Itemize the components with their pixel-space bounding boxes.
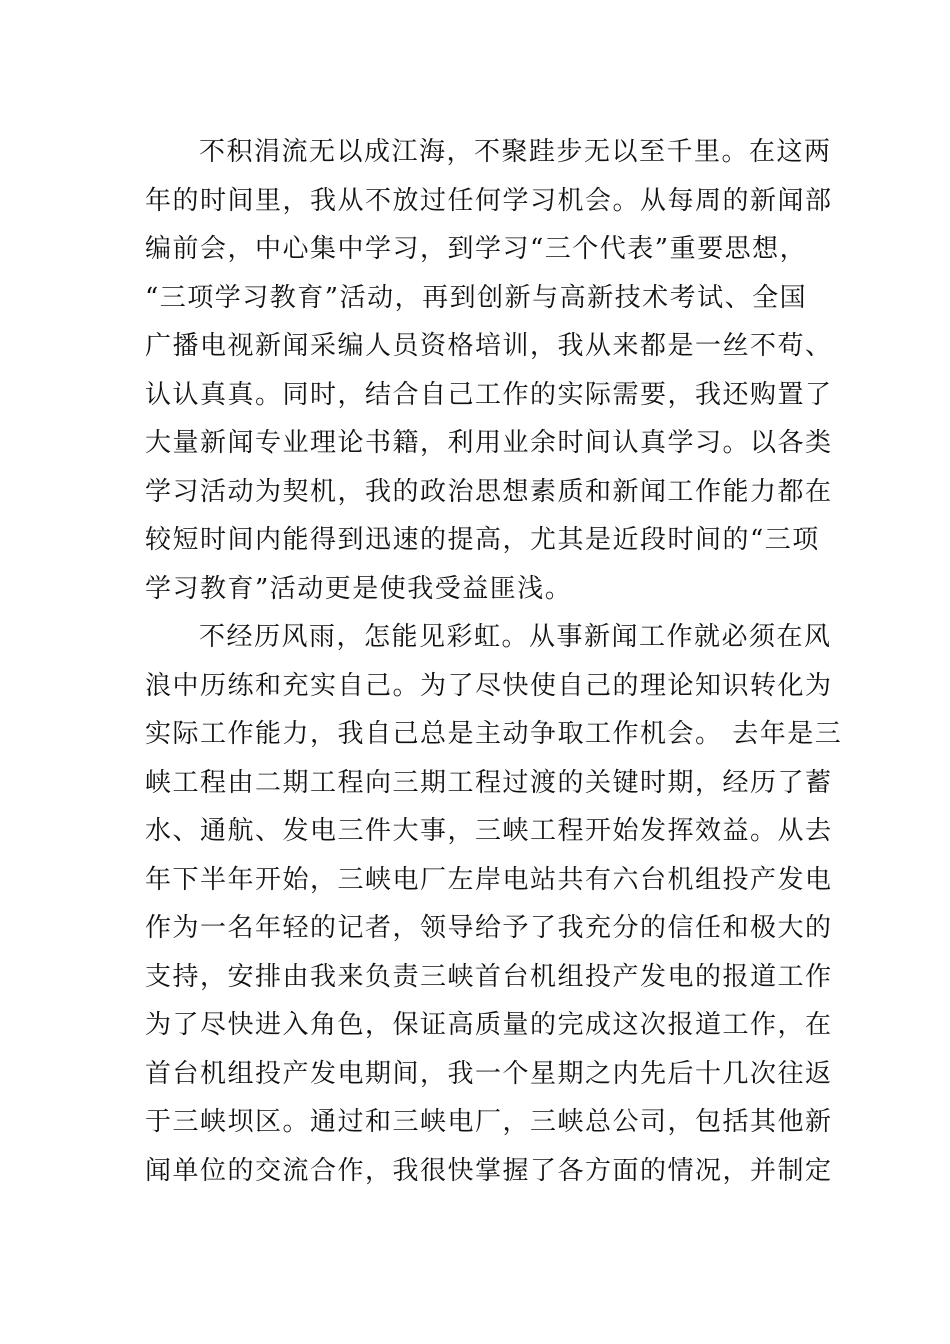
text-line: 年下半年开始，三峡电厂左岸电站共有六台机组投产发电	[145, 864, 833, 895]
text-line: 大量新闻专业理论书籍，利用业余时间认真学习。以各类	[145, 428, 833, 458]
text-line: 浪中历练和充实自己。为了尽快使自己的理论知识转化为	[145, 670, 833, 701]
text-line: 较短时间内能得到迅速的提高，尤其是近段时间的“三项	[145, 525, 820, 555]
text-line: 水、通航、发电三件大事，三峡工程开始发挥效益。从去	[145, 816, 833, 846]
text-line: 认认真真。同时，结合自己工作的实际需要，我还购置了	[145, 379, 833, 410]
text-line: 支持，安排由我来负责三峡首台机组投产发电的报道工作	[145, 961, 833, 992]
text-line: 编前会，中心集中学习，到学习“三个代表”重要思想，	[145, 234, 808, 264]
text-line: 学习活动为契机，我的政治思想素质和新闻工作能力都在	[145, 476, 833, 507]
text-line: 作为一名年轻的记者，领导给予了我充分的信任和极大的	[145, 913, 833, 943]
text-line: “三项学习教育”活动，再到创新与高新技术考试、全国	[145, 282, 808, 313]
text-line: 年的时间里，我从不放过任何学习机会。从每周的新闻部	[145, 185, 833, 216]
paragraph-2	[145, 613, 843, 1195]
body-text	[145, 128, 843, 1195]
text-line: 广播电视新闻采编人员资格培训，我从来都是一丝不苟、	[145, 331, 833, 361]
text-line: 不经历风雨，怎能见彩虹。从事新闻工作就必须在风	[199, 622, 832, 652]
text-line: 为了尽快进入角色，保证高质量的完成这次报道工作，在	[145, 1010, 833, 1040]
text-line: 闻单位的交流合作，我很快掌握了各方面的情况，并制定	[145, 1155, 833, 1186]
paragraph-1	[145, 128, 833, 613]
text-line: 于三峡坝区。通过和三峡电厂，三峡总公司，包括其他新	[145, 1107, 833, 1137]
text-line: 不积涓流无以成江海，不聚跬步无以至千里。在这两	[199, 137, 832, 167]
text-line: 实际工作能力，我自己总是主动争取工作机会。 去年是三	[145, 719, 843, 749]
text-line: 首台机组投产发电期间，我一个星期之内先后十几次往返	[145, 1058, 833, 1089]
text-line: 学习教育”活动更是使我受益匪浅。	[145, 573, 573, 604]
text-line: 峡工程由二期工程向三期工程过渡的关键时期，经历了蓄	[145, 767, 833, 798]
